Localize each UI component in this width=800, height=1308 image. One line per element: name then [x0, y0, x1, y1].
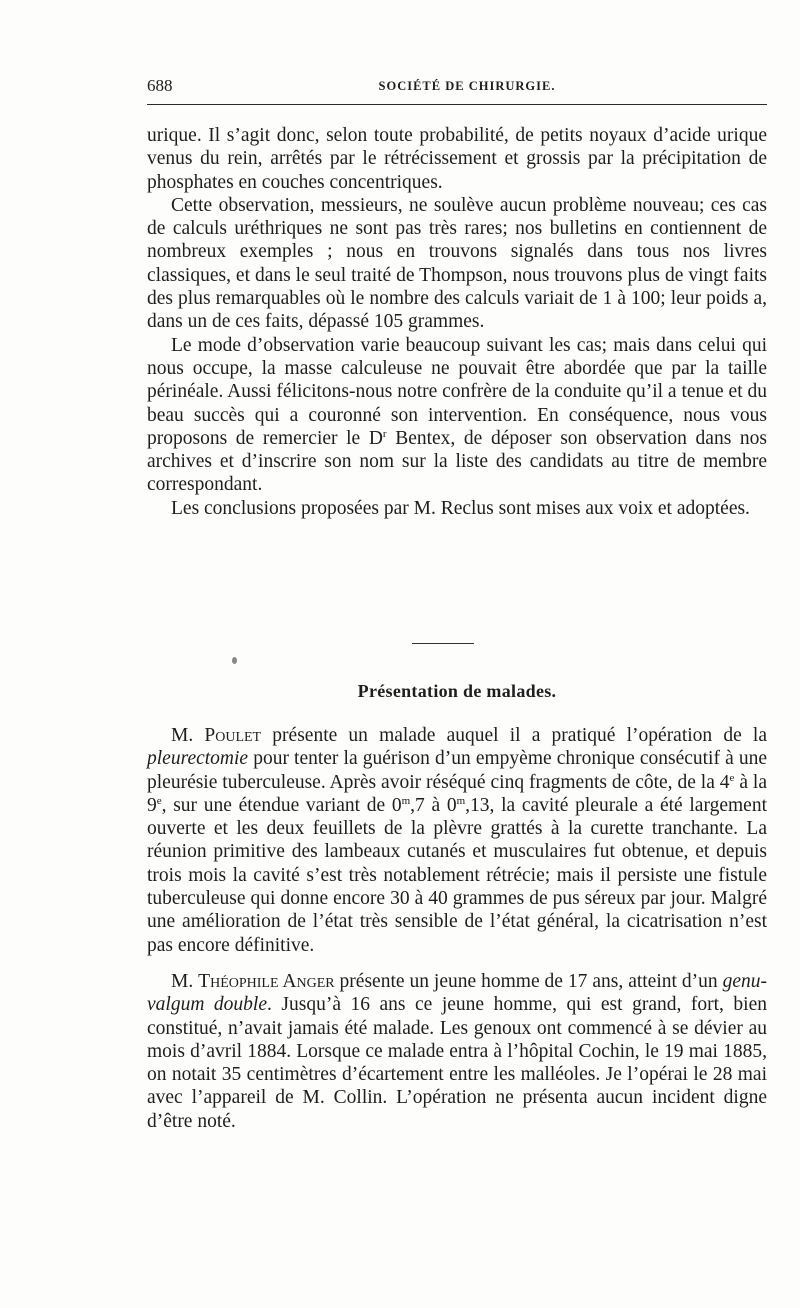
paragraph-3: [147, 334, 767, 497]
presentations-text: [147, 724, 767, 1133]
paragraph-3-part-b: Bentex, de déposer son observation dans nos archives et d’inscrire son nom sur la liste des candidats au titre de membre correspondant.: [147, 427, 767, 496]
poulet-name: Poulet: [204, 725, 262, 746]
anger-text-2: . Jusqu’à 16 ans ce jeune homme, qui est grand, fort, bien constitué, n’avait jamais été malade. Les genoux ont commencé à se dévier au mois d’avril 1884. Lorsque ce malade entra à l’hôpital Cochin, le 19 mai 1885, on notait 35 centimètres d’écartement entre les malléoles. Je l’opérai le 28 mai avec l’appareil de M. Collin. L’opération ne présenta aucun incident digne d’être noté.: [147, 994, 767, 1132]
anger-text-1: présente un jeune homme de 17 ans, atteint d’un: [334, 970, 723, 992]
section-divider: [412, 643, 474, 644]
poulet-text-6: ,13, la cavité pleurale a été largement ouverte et les deux feuillets de la plèvre grattés à la curette tranchante. La réunion primitive des lambeaux cutanés et musculaires fut obtenue, et depuis trois mois la cavité s’est très notablement rétrécie; mais il persiste une fistule tuberculeuse qui donne encore 30 à 40 grammes de pus séreux par jour. Malgré une amélioration de l’état très sensible de l’état général, la cicatrisation n’est pas encore définitive.: [147, 794, 767, 956]
poulet-sup-4: m: [456, 794, 466, 807]
poulet-prefix: M.: [171, 725, 205, 746]
report-text: [147, 124, 767, 520]
poulet-text-5: ,7 à 0: [410, 794, 457, 816]
poulet-sup-1: e: [729, 771, 735, 784]
section-title: Présentation de malades.: [357, 681, 557, 701]
poulet-text-1: présente un malade auquel il a pratiqué l’opération de la: [261, 725, 767, 746]
poulet-operation: pleurectomie: [147, 748, 249, 770]
anger-name: Théophile Anger: [198, 970, 335, 992]
paragraph-2: Cette observation, messieurs, ne soulève aucun problème nouveau; ces cas de calculs uréthriques ne sont pas très rares; nos bulletins en contiennent de nombreux exemples ; nous en trouvons signalés dans tous nos livres classiques, et dans le seul traité de Thompson, nous trouvons plus de vingt faits des plus remarquables où le nombre des calculs variait de 1 à 100; leur poids a, dans un de ces faits, dépassé 105 grammes.: [147, 194, 767, 333]
poulet-text-2: pour tenter la guérison d’un empyème chronique consécutif à une pleurésie tuberculeuse. Après avoir réséqué cinq fragments de côte, de la 4: [147, 748, 767, 793]
poulet-paragraph: [147, 724, 767, 957]
anger-prefix: M.: [171, 970, 199, 992]
page-number: 688: [147, 76, 173, 95]
page-header: [147, 74, 767, 105]
running-title: SOCIÉTÉ DE CHIRURGIE.: [378, 79, 556, 93]
paragraph-3-part-a: Le mode d’observation varie beaucoup suivant les cas; mais dans celui qui nous occupe, la masse calculeuse ne pouvait être abordée que par la taille périnéale. Aussi félicitons-nous notre confrère de la conduite qu’il a tenue et du beau succès qui a couronné son intervention. En conséquence, nous vous proposons de remercier le D: [147, 334, 767, 449]
anger-diagnosis: genu-valgum double: [147, 970, 767, 1016]
paragraph-1: urique. Il s’agit donc, selon toute probabilité, de petits noyaux d’acide urique venus du rein, arrêtés par le rétrécissement et grossis par la précipitation de phosphates en couches concentriques.: [147, 125, 767, 193]
anger-paragraph: [147, 970, 767, 1133]
ink-speck: [232, 657, 237, 664]
poulet-sup-2: e: [156, 794, 162, 807]
poulet-text-3: à la 9: [147, 771, 768, 816]
poulet-text-4: , sur une étendue variant de 0: [161, 794, 402, 816]
doctor-superscript: r: [382, 427, 387, 440]
paragraph-4: Les conclusions proposées par M. Reclus sont mises aux voix et adoptées.: [171, 497, 750, 519]
poulet-sup-3: m: [401, 794, 411, 807]
